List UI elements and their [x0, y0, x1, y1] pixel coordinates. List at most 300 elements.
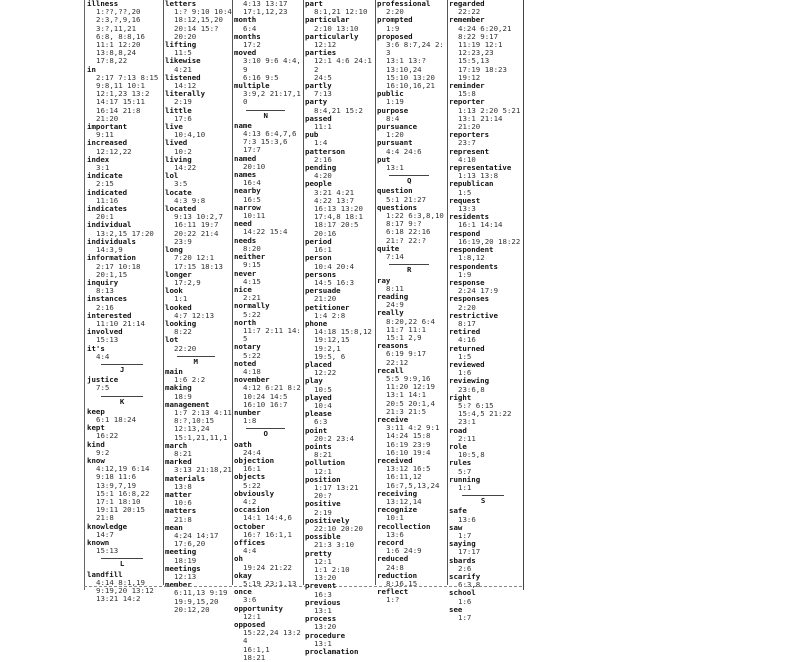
index-word: literally [165, 89, 206, 99]
page-line-refs: 8:20 [243, 243, 261, 253]
page-line-refs: 4:22 13:7 [314, 195, 355, 205]
page-line-refs: 8:20,22 6:4 [386, 316, 435, 326]
page-line-refs: 4:18 [243, 366, 261, 376]
index-word: needs [234, 235, 257, 245]
index-word: running [449, 474, 481, 484]
page-line-refs: 5:1 21:27 [386, 194, 427, 204]
index-entry [303, 427, 375, 443]
index-word: school [449, 588, 476, 598]
index-word: restrictive [449, 310, 498, 320]
page-line-refs: 13:1 21:14 [458, 113, 503, 123]
index-entry [375, 107, 447, 123]
page-line-refs: 17:6 [174, 113, 192, 123]
page-line-refs: 19:24 21:22 [243, 562, 292, 572]
index-word: request [449, 195, 481, 205]
index-word: locate [165, 187, 192, 197]
index-word: landfill [87, 569, 123, 579]
page-line-refs: 2:20 [386, 7, 404, 17]
index-entry [85, 139, 163, 155]
page-line-refs: 4:12,19 6:14 [96, 464, 150, 474]
index-word: objects [234, 472, 266, 482]
index-word: saw [449, 522, 463, 532]
index-word: pollution [305, 458, 346, 468]
index-word: lol [165, 171, 179, 181]
index-word: partly [305, 81, 332, 91]
index-entry [303, 459, 375, 475]
page-line-refs: 1:9 [386, 23, 400, 33]
page-line-refs: 16:13 13:20 [314, 204, 363, 214]
page-line-refs: 8:17 9:? [386, 219, 422, 229]
page-line-refs: 5:22 [243, 350, 261, 360]
index-entry [232, 441, 303, 457]
page-line-refs: 4:20 [314, 171, 332, 181]
index-word: knowledge [87, 521, 128, 531]
index-entry [85, 66, 163, 82]
index-word: safe [449, 506, 467, 516]
page-line-refs: 3:6 8:7,24 2:3 [386, 40, 444, 58]
index-word: positively [305, 515, 350, 525]
page-line-refs: 9:19,20 13:12 [96, 586, 154, 596]
index-entry [163, 139, 232, 155]
index-entry [447, 459, 523, 475]
index-entry [375, 293, 447, 309]
page-line-refs: 11:10 21:14 [96, 318, 145, 328]
page-line-refs: 13:12 16:5 [386, 464, 431, 474]
index-entry [232, 49, 303, 74]
page-line-refs: 10:5 [314, 384, 332, 394]
page-line-refs: 19:9,15,20 [174, 596, 219, 606]
page-line-refs: 9:11 [96, 130, 114, 140]
index-entry [85, 221, 163, 237]
index-entry [163, 287, 232, 303]
index-entry [447, 312, 523, 328]
page-line-refs: 1:6 [458, 368, 472, 378]
index-entry [232, 523, 303, 539]
page-line-refs: 1:6 [458, 596, 472, 606]
index-word: okay [234, 570, 252, 580]
index-word: receive [377, 414, 409, 424]
index-word: positive [305, 499, 341, 509]
index-entry [303, 49, 375, 74]
page-line-refs: 20:16 [314, 228, 337, 238]
index-entry [85, 238, 163, 254]
page-line-refs: 12:1,23 13:2 [96, 89, 150, 99]
page-line-refs: 18:9 [174, 391, 192, 401]
page-line-refs: 12:13,24 [174, 424, 210, 434]
page-line-refs: 5:19 23:1,13 [243, 579, 297, 589]
page-line-refs: 11:1 12:20 [96, 40, 141, 50]
page-line-refs: 1:13 13:8 [458, 171, 499, 181]
index-word: occasion [234, 505, 270, 515]
index-entry [447, 16, 523, 32]
index-entry [447, 540, 523, 556]
page-line-refs: 12:12 [314, 40, 337, 50]
index-word: months [234, 31, 261, 41]
page-line-refs: 19:11 20:15 [96, 505, 145, 515]
index-word: point [305, 425, 328, 435]
page-line-refs: 7:14 [386, 252, 404, 262]
page-line-refs: 14:24 15:8 [386, 431, 431, 441]
index-entry [303, 238, 375, 254]
page-line-refs: 1:5 [458, 351, 472, 361]
index-entry [303, 394, 375, 410]
index-word: respond [449, 228, 481, 238]
index-entry [447, 82, 523, 98]
index-entry [447, 0, 523, 16]
index-word: indicates [87, 204, 128, 214]
page-line-refs: 2:6 [458, 563, 472, 573]
index-entry [85, 595, 163, 603]
index-word: particularly [305, 31, 359, 41]
page-line-refs: 2:17 7:13 8:15 [96, 72, 159, 82]
index-column-3 [232, 0, 304, 662]
index-entry [163, 401, 232, 417]
index-entry [303, 254, 375, 270]
index-word: moved [234, 48, 257, 58]
index-word: part [305, 0, 323, 8]
index-word: purpose [377, 105, 409, 115]
index-entry [232, 621, 303, 646]
index-word: involved [87, 327, 123, 337]
index-entry [447, 164, 523, 180]
index-entry [303, 517, 375, 533]
index-word: increased [87, 138, 128, 148]
page-line-refs: 16:3 [314, 589, 332, 599]
page-line-refs: 14:3,9 [96, 245, 123, 255]
page-line-refs: 20:20 [174, 31, 197, 41]
index-entry [85, 345, 163, 361]
index-entry [85, 279, 163, 295]
index-entry [163, 57, 232, 73]
page-line-refs: 12:1 4:6 24:12 [314, 56, 372, 74]
index-word: position [305, 474, 341, 484]
index-word: keep [87, 406, 105, 416]
index-entry [303, 599, 375, 615]
page-line-refs: 17:4,8 18:1 [314, 212, 363, 222]
index-entry [447, 213, 523, 229]
page-line-refs: 8:22 [174, 327, 192, 337]
page-line-refs: 18:19 [174, 555, 197, 565]
index-entry [163, 90, 232, 106]
index-entry [232, 122, 303, 138]
page-line-refs: 4:4 [96, 351, 110, 361]
page-line-refs: 4:4 [243, 546, 257, 556]
index-entry [447, 589, 523, 605]
page-line-refs: 19:12 [458, 72, 481, 82]
page-line-refs: 1:8 [243, 416, 257, 426]
index-word: living [165, 154, 192, 164]
section-letter: J [101, 364, 144, 374]
index-entry [163, 565, 232, 581]
index-entry [163, 475, 232, 491]
index-word: looked [165, 302, 192, 312]
index-word: once [234, 587, 252, 597]
page-line-refs: 6:16 9:5 [243, 72, 279, 82]
index-word: pursuant [377, 138, 413, 148]
index-entry [447, 476, 523, 492]
page-line-refs: 13:6 [386, 529, 404, 539]
page-line-refs: 8:1,21 12:10 [314, 7, 368, 17]
index-entry [375, 123, 447, 139]
page-line-refs: 4:7 12:13 [174, 310, 215, 320]
index-entry [232, 187, 303, 203]
index-entry [85, 295, 163, 311]
page-line-refs: 18:21 [243, 652, 266, 662]
index-entry [303, 180, 375, 196]
page-line-refs: 13:8,8,24 [96, 48, 137, 58]
index-entry [303, 615, 375, 631]
page-line-refs: 9:15 [243, 260, 261, 270]
index-entry [375, 245, 447, 261]
page-line-refs: 15:1 2,9 [386, 332, 422, 342]
page-line-refs: 23:7 [458, 138, 476, 148]
index-entry [447, 427, 523, 443]
index-entry [447, 230, 523, 246]
index-word: making [165, 383, 192, 393]
index-word: pending [305, 163, 337, 173]
page-line-refs: 14:5 16:3 [314, 277, 355, 287]
index-word: passed [305, 113, 332, 123]
page-line-refs: 15:8 [458, 89, 476, 99]
index-word: inquiry [87, 277, 119, 287]
page-line-refs: 8:17 [458, 318, 476, 328]
index-word: member [165, 580, 192, 590]
page-line-refs: 11:19 12:1 [458, 40, 503, 50]
index-word: known [87, 538, 110, 547]
page-line-refs: 11:16 [96, 195, 119, 205]
page-line-refs: 4:4 24:6 [386, 146, 422, 156]
index-word: illness [87, 0, 119, 8]
index-word: reduced [377, 554, 409, 564]
page-line-refs: 5:? 6:15 [458, 400, 494, 410]
index-word: received [377, 455, 413, 465]
index-word: saying [449, 539, 476, 549]
index-word: reduction [377, 570, 418, 580]
index-entry [163, 491, 232, 507]
page-line-refs: 11:7 2:11 14:5 [243, 325, 301, 344]
index-word: longer [165, 269, 192, 279]
page-line-refs: 10:5,8 [458, 450, 485, 460]
page-line-refs: 20:1 [96, 212, 114, 222]
index-word: lived [165, 138, 188, 148]
index-word: management [165, 399, 210, 409]
index-word: professional [377, 0, 431, 8]
index-entry [303, 320, 375, 336]
page-line-refs: 20:? [314, 491, 332, 501]
index-word: pub [305, 130, 319, 140]
index-word: returned [449, 343, 485, 353]
index-entry [85, 571, 163, 587]
page-line-refs: 14:12 [174, 81, 197, 91]
index-word: respondents [449, 261, 498, 271]
index-entry [303, 632, 375, 648]
index-entry [303, 16, 375, 32]
index-word: party [305, 97, 328, 107]
index-entry [303, 410, 375, 426]
page-line-refs: 20:2 23:4 [314, 433, 355, 443]
index-word: justice [87, 375, 119, 385]
index-word: questions [377, 202, 418, 212]
index-word: proclamation [305, 647, 359, 657]
index-word: lifting [165, 40, 197, 50]
page-line-refs: 1:6 2:2 [174, 375, 206, 385]
page-line-refs: 16:? 16:1,1 [243, 529, 292, 539]
page-line-refs: 3:5 [174, 179, 188, 189]
page-line-refs: 19:12,15 [314, 335, 350, 345]
page-line-refs: 10:2 [174, 146, 192, 156]
index-entry [232, 319, 303, 344]
page-line-refs: 15:1 16:8,22 [96, 488, 150, 498]
page-line-refs: 17:1 18:10 [96, 496, 141, 506]
page-line-refs: 8:16,15 [386, 579, 418, 589]
page-line-refs: 1:20 [386, 130, 404, 140]
page-line-refs: 21:20 [96, 113, 119, 123]
index-entry [375, 277, 447, 293]
index-entry [163, 189, 232, 205]
page-line-refs: 20:10 [243, 161, 266, 171]
index-entry [447, 345, 523, 361]
page-line-refs: 6:3 [314, 417, 328, 427]
page-line-refs: 1:4 [314, 138, 328, 148]
page-line-refs: 17:6,20 [174, 539, 206, 549]
page-line-refs: 10:4 20:4 [314, 261, 355, 271]
index-column-6 [447, 0, 523, 623]
index-word: parties [305, 48, 337, 58]
page-line-refs: 7:3 15:3,6 [243, 137, 288, 147]
index-entry [447, 606, 523, 622]
page-line-refs: 1:7 2:13 4:11 [174, 407, 232, 417]
index-word: prevent [305, 581, 337, 591]
index-entry [447, 180, 523, 196]
page-line-refs: 16:22 [96, 431, 119, 441]
page-line-refs: 1:4 2:8 [314, 310, 346, 320]
index-word: matters [165, 506, 197, 516]
page-line-refs: 2:16 [314, 154, 332, 164]
page-line-refs: 3:11 4:2 9:1 [386, 423, 440, 433]
index-word: meeting [165, 547, 197, 557]
index-entry [163, 606, 232, 614]
page-line-refs: 1:? 9:10 10:4 [174, 7, 232, 17]
index-entry [447, 246, 523, 262]
page-line-refs: 5:7 [458, 466, 472, 476]
index-entry [303, 271, 375, 287]
index-entry [232, 490, 303, 506]
index-word: people [305, 179, 332, 189]
index-word: remember [449, 15, 485, 25]
index-entry [163, 368, 232, 384]
page-line-refs: 2:15 [96, 179, 114, 189]
page-line-refs: 10:24 14:5 [243, 391, 288, 401]
page-line-refs: 8:4,21 15:2 [314, 105, 363, 115]
page-line-refs: 1:19 [386, 97, 404, 107]
page-line-refs: 2:20 [458, 302, 476, 312]
page-line-refs: 17:2 [243, 40, 261, 50]
index-word: play [305, 376, 323, 386]
page-line-refs: 6:18 22:16 [386, 227, 431, 237]
page-line-refs: 22:22 [458, 7, 481, 17]
index-entry [232, 409, 303, 425]
page-line-refs: 3:6 [243, 595, 257, 605]
index-entry [375, 416, 447, 432]
page-line-refs: 4:13 13:17 [243, 0, 288, 8]
section-letter: R [389, 264, 429, 274]
index-entry [375, 139, 447, 155]
index-word: procedure [305, 630, 346, 640]
index-entry [375, 523, 447, 539]
page-line-refs: 3:1 [96, 163, 110, 173]
index-word: reporter [449, 97, 485, 107]
index-entry [85, 156, 163, 172]
page-line-refs: 14:18 15:8,12 [314, 327, 372, 337]
index-word: obviously [234, 488, 275, 498]
index-entry [303, 476, 375, 492]
index-word: residents [449, 212, 490, 222]
page-line-refs: 16:4 [243, 178, 261, 188]
index-word: sbards [449, 555, 476, 565]
page-line-refs: 22:10 20:20 [314, 524, 363, 533]
word-index-page [84, 0, 524, 662]
index-word: individual [87, 220, 132, 230]
page-line-refs: 8:4 [386, 113, 400, 123]
index-entry [303, 164, 375, 180]
index-entry [447, 524, 523, 540]
index-word: indicate [87, 171, 123, 181]
index-word: oh [234, 554, 243, 564]
index-entry [163, 384, 232, 400]
index-word: proposed [377, 31, 413, 41]
index-entry [447, 98, 523, 114]
index-entry [232, 302, 303, 318]
index-word: phone [305, 318, 328, 328]
index-entry [303, 33, 375, 49]
index-entry [163, 156, 232, 172]
page-line-refs: 9:2 [96, 447, 110, 457]
index-entry [232, 343, 303, 359]
index-entry [375, 0, 447, 16]
index-entry [163, 123, 232, 139]
page-line-refs: 8:?,10:15 [174, 416, 215, 426]
index-word: meetings [165, 563, 201, 573]
page-line-refs: 21:20 [314, 294, 337, 304]
index-entry [375, 16, 447, 32]
index-word: names [234, 170, 257, 180]
index-word: need [234, 219, 252, 229]
page-line-refs: 21:? 22:? [386, 235, 427, 245]
index-entry [163, 205, 232, 221]
index-word: prompted [377, 15, 413, 25]
index-word: noted [234, 358, 257, 368]
index-entry [447, 377, 523, 393]
page-line-refs: 3:13 21:18,21 [174, 465, 232, 475]
page-line-refs: 13:1 13:? [386, 56, 427, 66]
index-word: process [305, 614, 337, 624]
page-line-refs: 3:10 9:6 4:4,9 [243, 56, 301, 74]
index-word: patterson [305, 146, 346, 156]
page-line-refs: 13:8 [174, 481, 192, 491]
index-word: really [377, 308, 404, 318]
index-word: index [87, 154, 110, 164]
page-line-refs: 11:20 12:19 [386, 382, 435, 392]
page-line-refs: 1:13 2:20 5:21 [458, 105, 521, 115]
page-line-refs: 1:7 [458, 613, 472, 623]
page-line-refs: 1:17 13:21 [314, 482, 359, 492]
page-line-refs: 16:5 [243, 194, 261, 204]
page-line-refs: 16:1 [243, 464, 261, 474]
index-entry [85, 312, 163, 328]
section-letter: O [246, 428, 285, 438]
index-entry [303, 115, 375, 131]
index-word: scarify [449, 572, 481, 582]
